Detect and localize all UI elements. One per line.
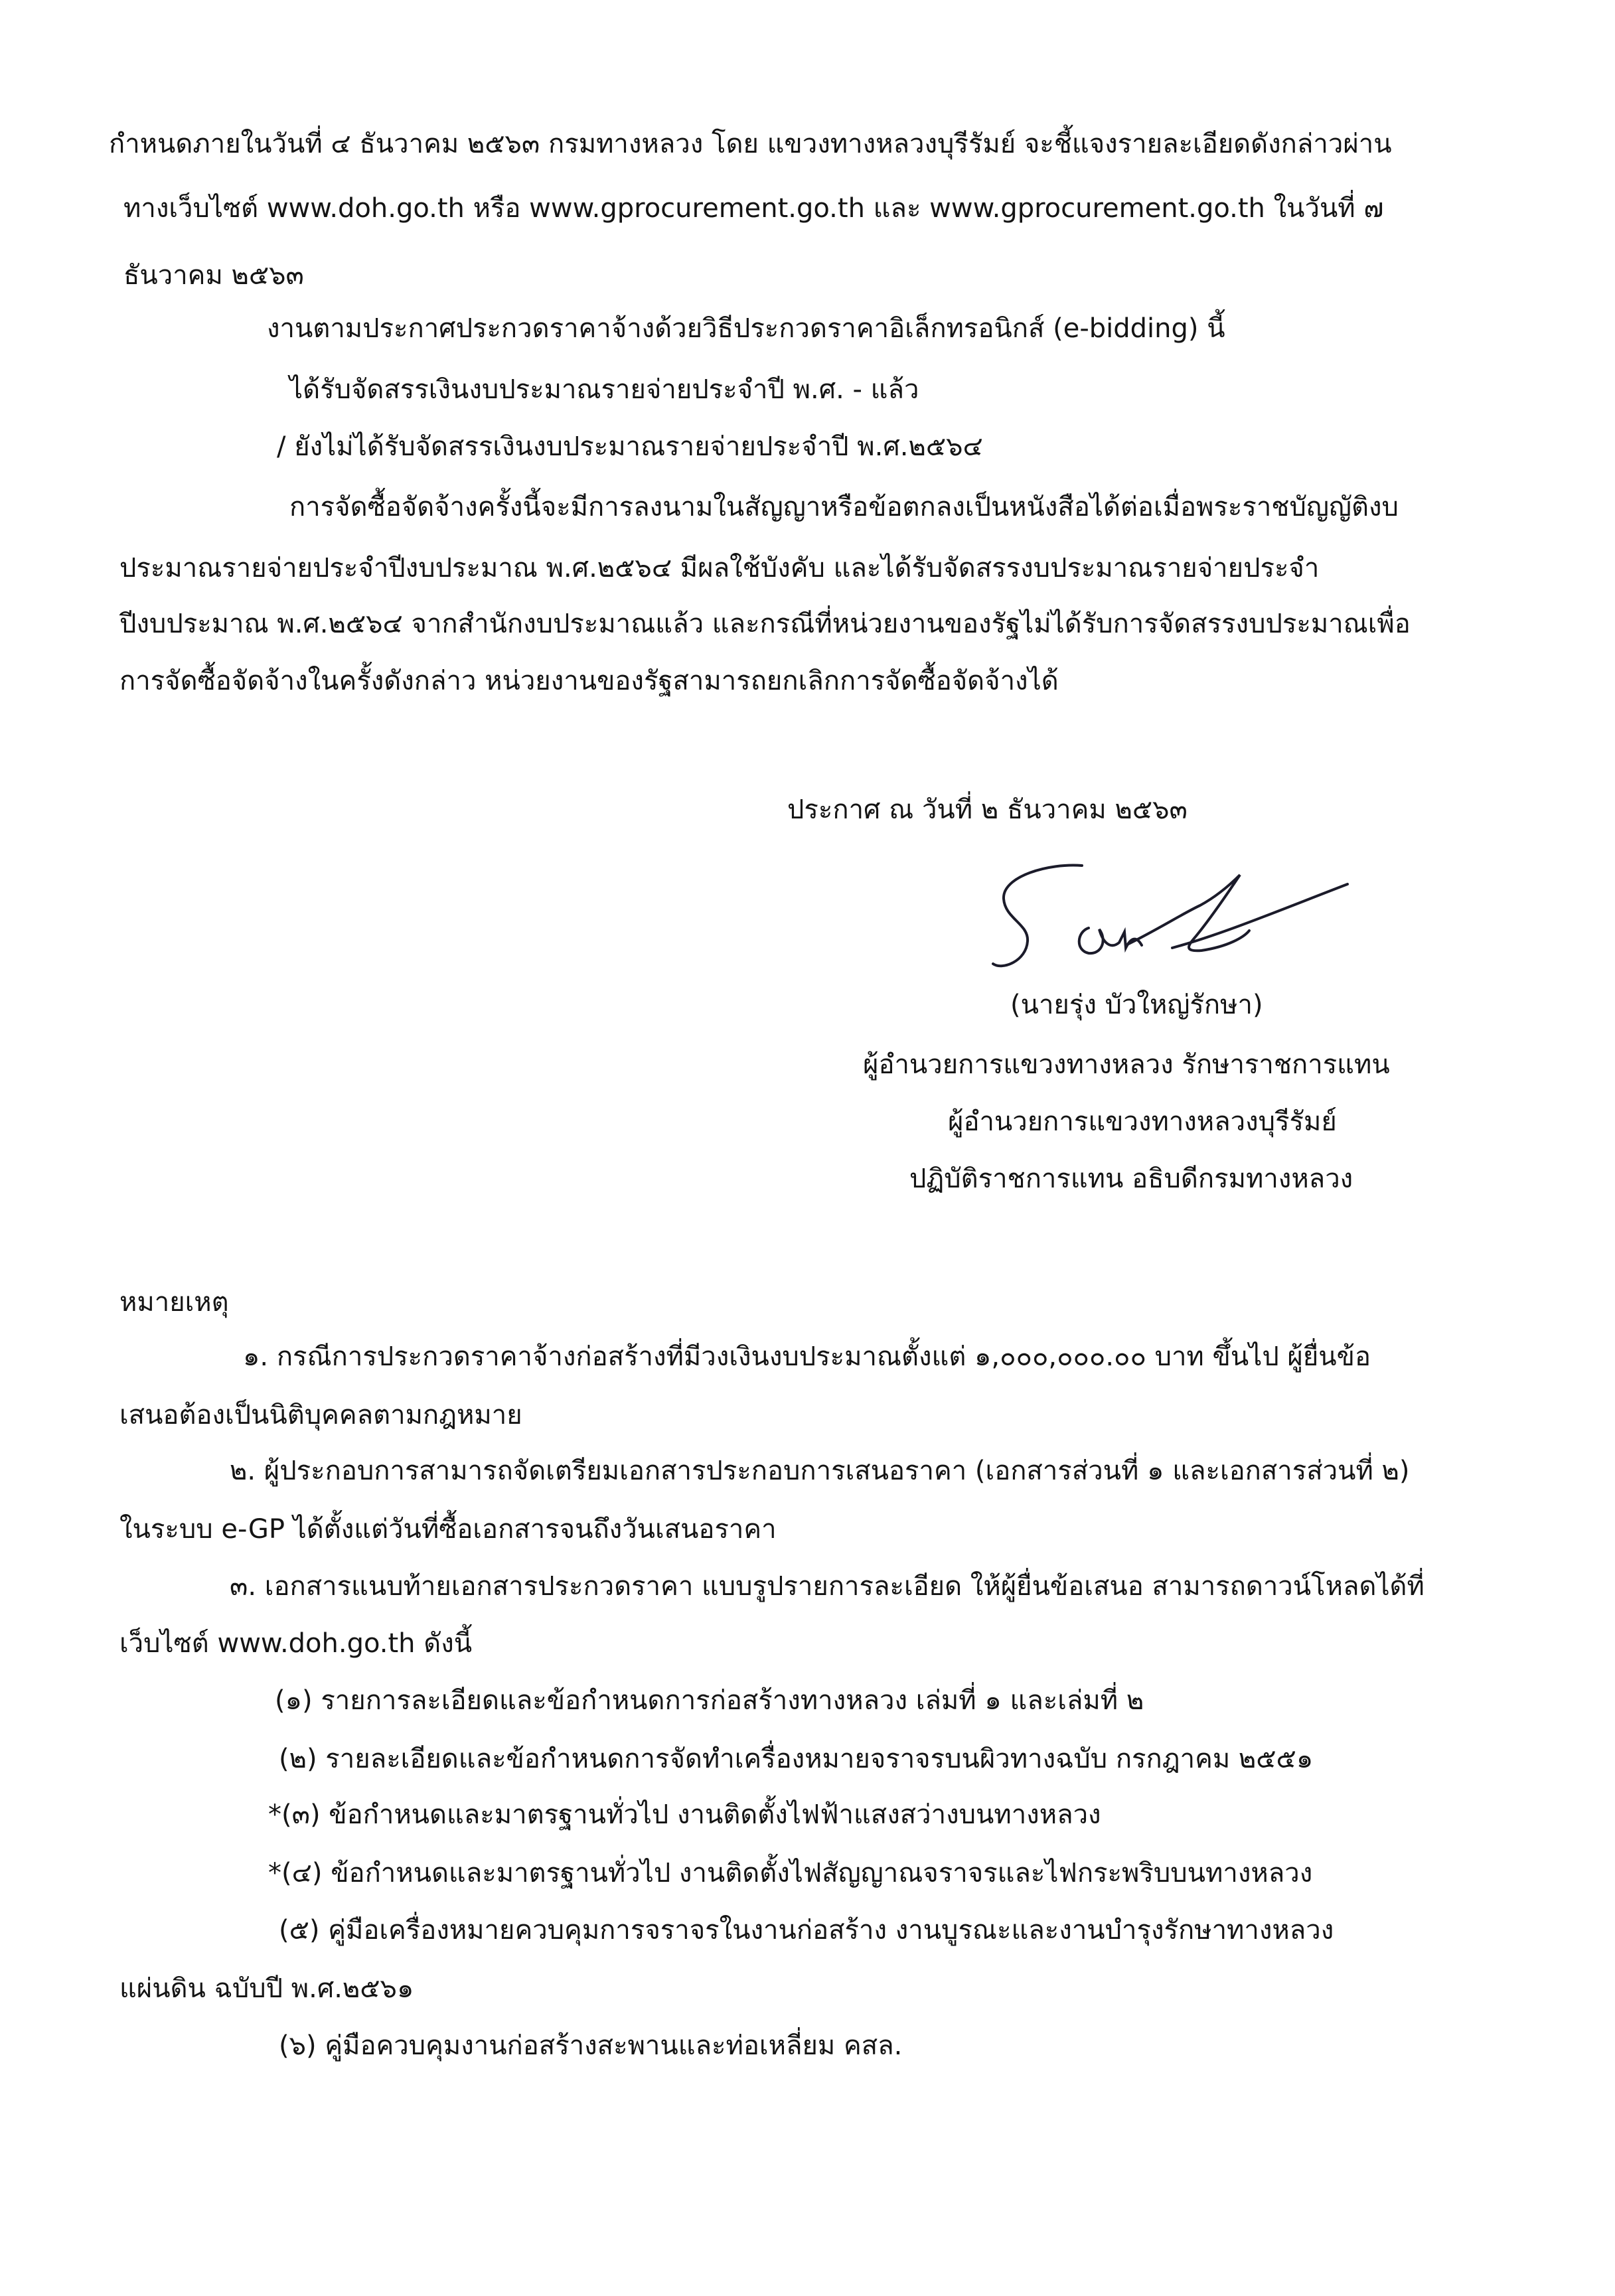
body-p1-line3: ธันวาคม ๒๕๖๓ [123, 260, 304, 291]
note-item-3: *(๓) ข้อกำหนดและมาตรฐานทั่วไป งานติดตั้งไฟฟ้าแสงสว่างบนทางหลวง [268, 1799, 1101, 1830]
note-1-line2: เสนอต้องเป็นนิติบุคคลตามกฎหมาย [119, 1400, 522, 1430]
signer-title-2: ผู้อำนวยการแขวงทางหลวงบุรีรัมย์ [948, 1107, 1337, 1137]
signer-name: (นายรุ่ง บัวใหญ่รักษา) [1010, 990, 1263, 1020]
note-item-6: (๖) คู่มือควบคุมงานก่อสร้างสะพานและท่อเหลี่ยม คสล. [279, 2030, 903, 2061]
option-not-allocated: / ยังไม่ได้รับจัดสรรเงินงบประมาณรายจ่ายประจำปี พ.ศ.๒๕๖๔ [277, 431, 983, 462]
notes-heading: หมายเหตุ [119, 1287, 229, 1318]
note-2-line1: ๒. ผู้ประกอบการสามารถจัดเตรียมเอกสารประกอบการเสนอราคา (เอกสารส่วนที่ ๑ และเอกสารส่วนที่ ๒) [230, 1456, 1410, 1486]
note-item-5-line1: (๕) คู่มือเครื่องหมายควบคุมการจราจรในงานก่อสร้าง งานบูรณะและงานบำรุงรักษาทางหลวง [279, 1915, 1334, 1946]
signature [989, 850, 1361, 996]
body-p3-line3: ปีงบประมาณ พ.ศ.๒๕๖๔ จากสำนักงบประมาณแล้ว และกรณีที่หน่วยงานของรัฐไม่ได้รับการจัดสรรงบประมาณเพื่อ [119, 609, 1411, 639]
note-item-1: (๑) รายการละเอียดและข้อกำหนดการก่อสร้างทางหลวง เล่มที่ ๑ และเล่มที่ ๒ [275, 1685, 1144, 1716]
body-p3-line2: ประมาณรายจ่ายประจำปีงบประมาณ พ.ศ.๒๕๖๔ มีผลใช้บังคับ และได้รับจัดสรรงบประมาณรายจ่ายประจำ [119, 553, 1320, 583]
announce-date: ประกาศ ณ วันที่ ๒ ธันวาคม ๒๕๖๓ [787, 795, 1188, 825]
signer-title-1: ผู้อำนวยการแขวงทางหลวง รักษาราชการแทน [863, 1049, 1390, 1080]
note-item-4: *(๔) ข้อกำหนดและมาตรฐานทั่วไป งานติดตั้งไฟสัญญาณจราจรและไฟกระพริบบนทางหลวง [268, 1858, 1313, 1888]
note-1-line1: ๑. กรณีการประกวดราคาจ้างก่อสร้างที่มีวงเงินงบประมาณตั้งแต่ ๑,๐๐๐,๐๐๐.๐๐ บาท ขึ้นไป ผู้ยื่นข้อ [243, 1341, 1371, 1372]
signer-title-3: ปฏิบัติราชการแทน อธิบดีกรมทางหลวง [909, 1164, 1353, 1194]
body-p1-line1: กำหนดภายในวันที่ ๔ ธันวาคม ๒๕๖๓ กรมทางหลวง โดย แขวงทางหลวงบุรีรัมย์ จะชี้แจงรายละเอียดดังกล่าวผ่าน [109, 129, 1392, 159]
note-3-line2: เว็บไซต์ www.doh.go.th ดังนี้ [119, 1628, 473, 1659]
note-2-line2: ในระบบ e-GP ได้ตั้งแต่วันที่ซื้อเอกสารจนถึงวันเสนอราคา [119, 1514, 777, 1545]
note-3-line1: ๓. เอกสารแนบท้ายเอกสารประกวดราคา แบบรูปรายการละเอียด ให้ผู้ยื่นข้อเสนอ สามารถดาวน์โหลดได้ที่ [230, 1571, 1424, 1602]
note-item-2: (๒) รายละเอียดและข้อกำหนดการจัดทำเครื่องหมายจราจรบนผิวทางฉบับ กรกฎาคม ๒๕๕๑ [279, 1744, 1314, 1774]
option-allocated: ได้รับจัดสรรเงินงบประมาณรายจ่ายประจำปี พ.ศ. - แล้ว [289, 374, 919, 405]
body-p3-line1: การจัดซื้อจัดจ้างครั้งนี้จะมีการลงนามในสัญญาหรือข้อตกลงเป็นหนังสือได้ต่อเมื่อพระราชบัญญัติงบ [289, 492, 1399, 522]
body-p3-line4: การจัดซื้อจัดจ้างในครั้งดังกล่าว หน่วยงานของรัฐสามารถยกเลิกการจัดซื้อจัดจ้างได้ [119, 666, 1059, 696]
body-p2: งานตามประกาศประกวดราคาจ้างด้วยวิธีประกวดราคาอิเล็กทรอนิกส์ (e-bidding) นี้ [267, 313, 1225, 344]
note-item-5-line2: แผ่นดิน ฉบับปี พ.ศ.๒๕๖๑ [119, 1973, 414, 2004]
body-p1-line2: ทางเว็บไซต์ www.doh.go.th หรือ www.gprocurement.go.th และ www.gprocurement.go.th ในวันที่ ๗ [123, 193, 1384, 224]
